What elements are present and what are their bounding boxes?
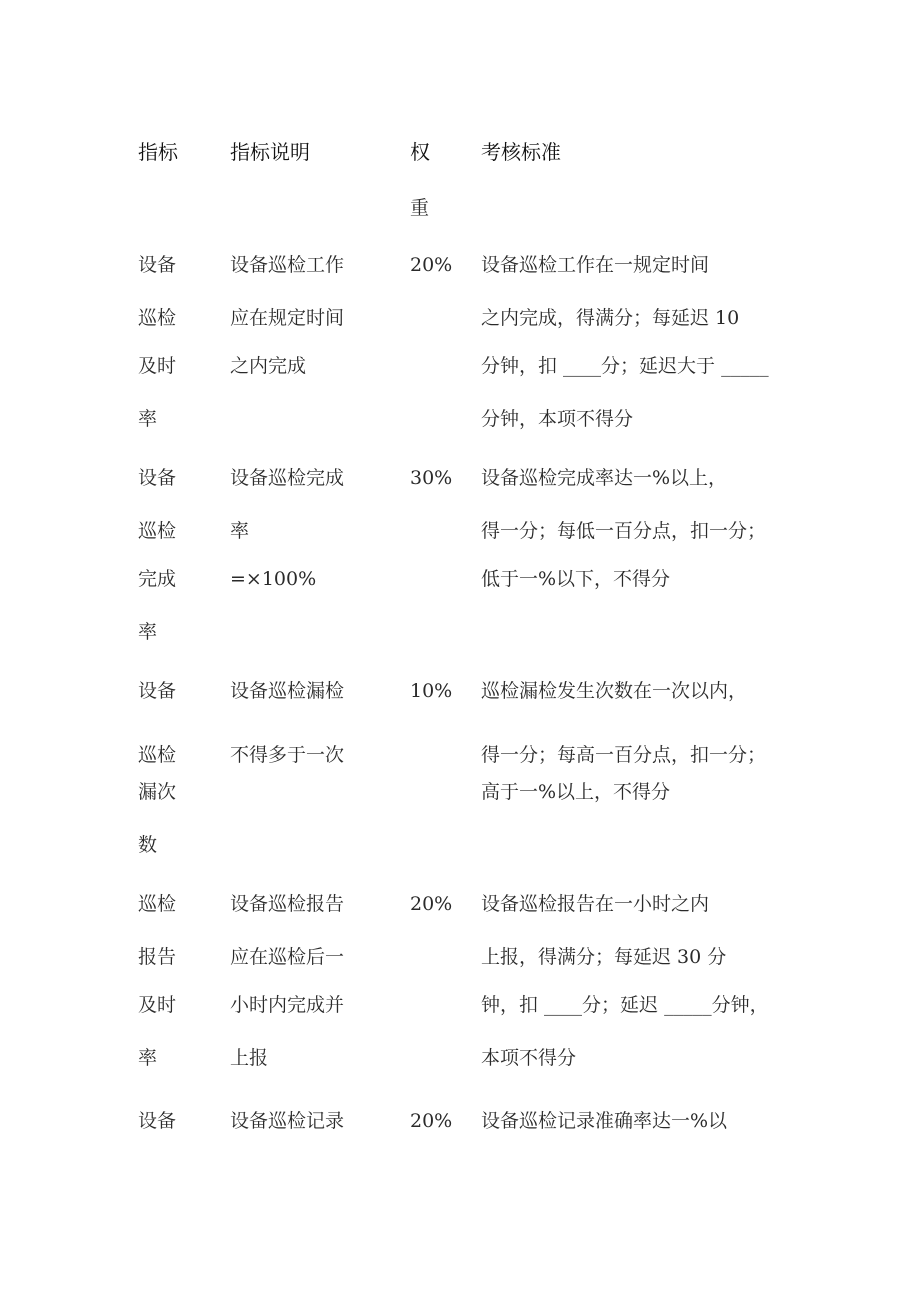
row5-criteria-line: 设备巡检记录准确率达一%以 (481, 1110, 728, 1132)
row4-criteria-line: 钟，扣 ____分；延迟 _____分钟， (481, 994, 769, 1016)
header-weight-line2: 重 (410, 197, 430, 219)
row4-indicator-line: 率 (138, 1047, 158, 1069)
row4-criteria-line: 上报，得满分；每延迟 30 分 (481, 946, 727, 968)
row2-indicator-line: 设备 (138, 467, 177, 489)
row3-criteria-line: 高于一%以上，不得分 (481, 781, 671, 803)
row5-indicator-line: 设备 (138, 1110, 177, 1132)
row3-indicator-line: 巡检 (138, 744, 177, 766)
header-indicator: 指标 (138, 140, 178, 164)
row3-indicator-line: 漏次 (138, 781, 177, 803)
row4-description-line: 上报 (230, 1047, 269, 1069)
row1-criteria-line: 分钟，本项不得分 (481, 408, 634, 430)
row2-criteria-line: 低于一%以下，不得分 (481, 568, 671, 590)
row2-indicator-line: 完成 (138, 568, 177, 590)
row1-indicator-line: 率 (138, 408, 158, 430)
row5-weight: 20% (410, 1110, 453, 1132)
row4-criteria-line: 设备巡检报告在一小时之内 (481, 893, 710, 915)
row4-description-line: 设备巡检报告 (230, 893, 345, 915)
row3-criteria-line: 巡检漏检发生次数在一次以内， (481, 680, 748, 702)
row4-indicator-line: 巡检 (138, 893, 177, 915)
row4-criteria-line: 本项不得分 (481, 1047, 577, 1069)
row3-description-line: 不得多于一次 (230, 744, 345, 766)
header-weight: 权 (410, 140, 430, 164)
row1-criteria-line: 设备巡检工作在一规定时间 (481, 254, 710, 276)
row2-weight: 30% (410, 467, 453, 489)
row2-criteria-line: 设备巡检完成率达一%以上， (481, 467, 728, 489)
row2-description-line: 率 (230, 520, 250, 542)
row1-description-line: 应在规定时间 (230, 307, 345, 329)
row2-criteria-line: 得一分；每低一百分点，扣一分； (481, 520, 767, 542)
row3-weight: 10% (410, 680, 453, 702)
row1-description-line: 之内完成 (230, 355, 307, 377)
row4-indicator-line: 及时 (138, 994, 177, 1016)
row1-indicator-line: 设备 (138, 254, 177, 276)
row1-criteria-line: 之内完成，得满分；每延迟 10 (481, 307, 740, 329)
row4-weight: 20% (410, 893, 453, 915)
row3-description-line: 设备巡检漏检 (230, 680, 345, 702)
row1-indicator-line: 及时 (138, 355, 177, 377)
row2-indicator-line: 巡检 (138, 520, 177, 542)
header-criteria: 考核标准 (481, 140, 561, 164)
row3-indicator-line: 数 (138, 834, 158, 856)
row1-criteria-line: 分钟，扣 ____分；延迟大于 _____ (481, 355, 769, 377)
row4-indicator-line: 报告 (138, 946, 177, 968)
row1-description-line: 设备巡检工作 (230, 254, 345, 276)
row4-description-line: 应在巡检后一 (230, 946, 345, 968)
row1-weight: 20% (410, 254, 453, 276)
row5-description-line: 设备巡检记录 (230, 1110, 345, 1132)
row2-description-line: =×100% (230, 568, 317, 590)
row3-indicator-line: 设备 (138, 680, 177, 702)
row1-indicator-line: 巡检 (138, 307, 177, 329)
row2-indicator-line: 率 (138, 621, 158, 643)
header-description: 指标说明 (230, 140, 310, 164)
row2-description-line: 设备巡检完成 (230, 467, 345, 489)
row4-description-line: 小时内完成并 (230, 994, 345, 1016)
row3-criteria-line: 得一分；每高一百分点，扣一分； (481, 744, 767, 766)
